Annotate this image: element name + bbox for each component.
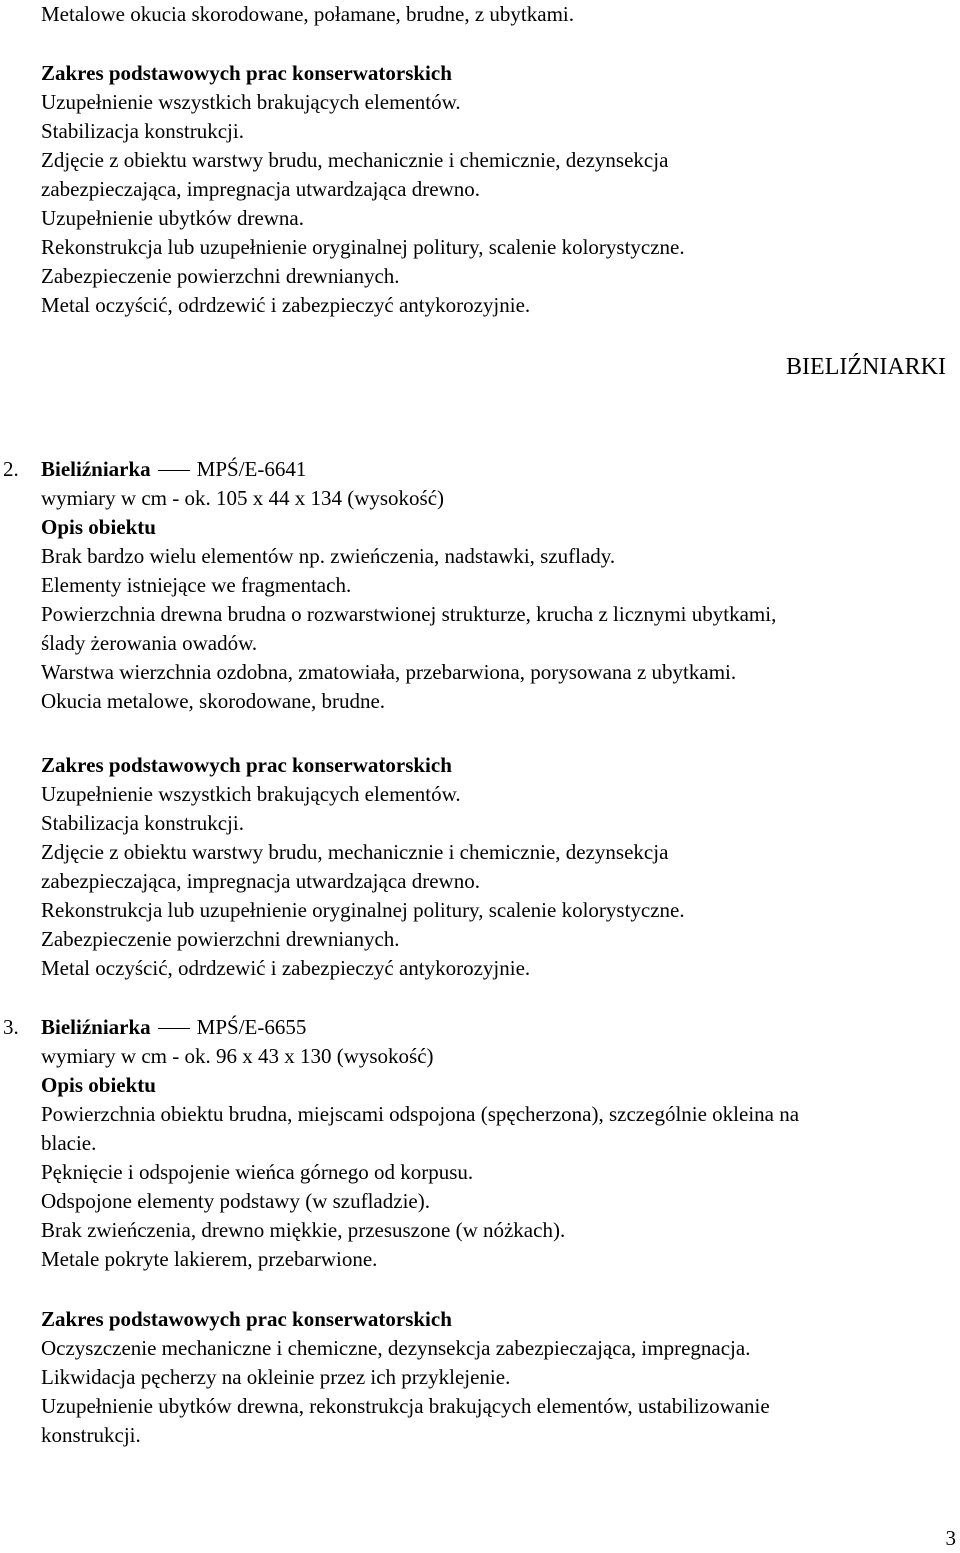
works-line: konstrukcji. (41, 1423, 141, 1447)
description-line: Powierzchnia obiektu brudna, miejscami odspojona (spęcherzona), szczególnie okleina na (41, 1102, 800, 1126)
description-line: Metale pokryte lakierem, przebarwione. (41, 1247, 378, 1271)
works-line: Metal oczyścić, odrdzewić i zabezpieczyć antykorozyjnie. (41, 293, 531, 317)
item-number: 3. (3, 1015, 19, 1039)
works-line: Zabezpieczenie powierzchni drewnianych. (41, 927, 400, 951)
item-dimensions: wymiary w cm - ok. 96 x 43 x 130 (wysokość) (41, 1044, 434, 1068)
item-number: 2. (3, 457, 19, 481)
works-line: zabezpieczająca, impregnacja utwardzająca drewno. (41, 869, 480, 893)
works-line: Stabilizacja konstrukcji. (41, 119, 244, 143)
works-line: Uzupełnienie wszystkich brakujących elementów. (41, 782, 461, 806)
title-dash (158, 1028, 190, 1029)
works-line: Metal oczyścić, odrdzewić i zabezpieczyć antykorozyjnie. (41, 956, 531, 980)
item-code: MPŚ/E-6641 (196, 457, 307, 481)
description-line: Okucia metalowe, skorodowane, brudne. (41, 689, 386, 713)
page-number: 3 (945, 1526, 956, 1550)
description-line: blacie. (41, 1131, 97, 1155)
description-line: Odspojone elementy podstawy (w szufladzie). (41, 1189, 430, 1213)
item-title (41, 455, 306, 484)
description-line: Brak zwieńczenia, drewno miękkie, przesuszone (w nóżkach). (41, 1218, 566, 1242)
works-heading: Zakres podstawowych prac konserwatorskich (41, 753, 452, 777)
item-name: Bieliźniarka (41, 457, 151, 481)
works-line: Zabezpieczenie powierzchni drewnianych. (41, 264, 400, 288)
description-line: Brak bardzo wielu elementów np. zwieńczenia, nadstawki, szuflady. (41, 544, 616, 568)
description-heading: Opis obiektu (41, 1073, 156, 1097)
description-line: Elementy istniejące we fragmentach. (41, 573, 352, 597)
item-title (41, 1013, 306, 1042)
description-line: Powierzchnia drewna brudna o rozwarstwionej strukturze, krucha z licznymi ubytkami, (41, 602, 777, 626)
description-line: ślady żerowania owadów. (41, 631, 258, 655)
works-heading: Zakres podstawowych prac konserwatorskich (41, 61, 452, 85)
description-line: Pęknięcie i odspojenie wieńca górnego od korpusu. (41, 1160, 474, 1184)
section-heading: BIELIŹNIARKI (786, 354, 946, 380)
works-line: Uzupełnienie ubytków drewna, rekonstrukcja brakujących elementów, ustabilizowanie (41, 1394, 770, 1418)
works-line: Uzupełnienie wszystkich brakujących elementów. (41, 90, 461, 114)
item-dimensions: wymiary w cm - ok. 105 x 44 x 134 (wysokość) (41, 486, 445, 510)
description-line: Warstwa wierzchnia ozdobna, zmatowiała, przebarwiona, porysowana z ubytkami. (41, 660, 737, 684)
works-line: Zdjęcie z obiektu warstwy brudu, mechanicznie i chemicznie, dezynsekcja (41, 148, 669, 172)
item-name: Bieliźniarka (41, 1015, 151, 1039)
description-heading: Opis obiektu (41, 515, 156, 539)
item-code: MPŚ/E-6655 (196, 1015, 307, 1039)
works-heading: Zakres podstawowych prac konserwatorskich (41, 1307, 452, 1331)
works-line: Stabilizacja konstrukcji. (41, 811, 244, 835)
title-dash (158, 470, 190, 471)
works-line: zabezpieczająca, impregnacja utwardzająca drewno. (41, 177, 480, 201)
works-line: Likwidacja pęcherzy na okleinie przez ich przyklejenie. (41, 1365, 511, 1389)
works-line: Uzupełnienie ubytków drewna. (41, 206, 305, 230)
works-line: Rekonstrukcja lub uzupełnienie oryginalnej politury, scalenie kolorystyczne. (41, 235, 685, 259)
works-line: Rekonstrukcja lub uzupełnienie oryginalnej politury, scalenie kolorystyczne. (41, 898, 685, 922)
description-line: Metalowe okucia skorodowane, połamane, brudne, z ubytkami. (41, 2, 575, 26)
works-line: Zdjęcie z obiektu warstwy brudu, mechanicznie i chemicznie, dezynsekcja (41, 840, 669, 864)
works-line: Oczyszczenie mechaniczne i chemiczne, dezynsekcja zabezpieczająca, impregnacja. (41, 1336, 751, 1360)
